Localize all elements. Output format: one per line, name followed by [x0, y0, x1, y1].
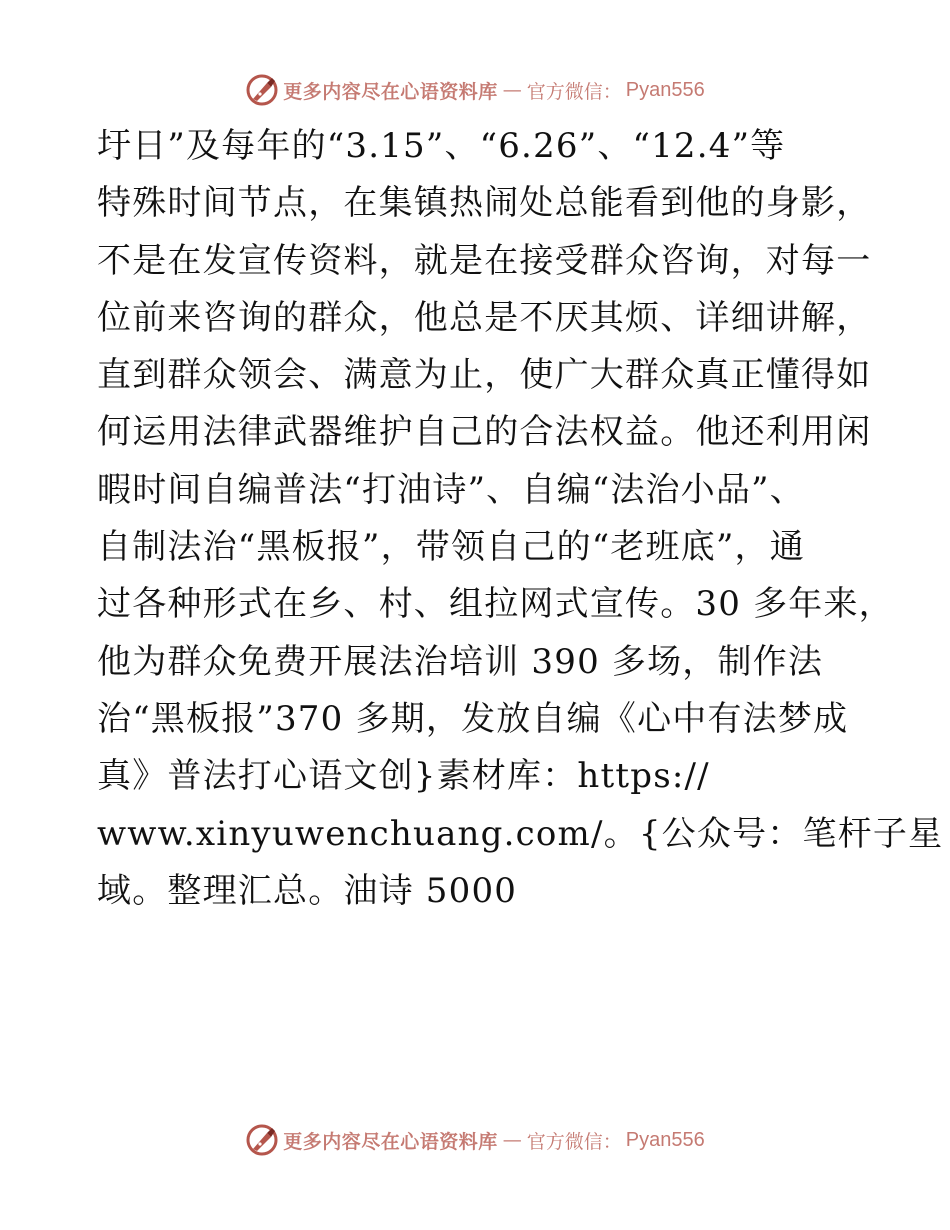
body-line-1: 圩日”及每年的“3.15”、“6.26”、“12.4”等	[97, 126, 786, 166]
header-brand: 更多内容尽在心语资料库	[283, 80, 498, 103]
document-body	[97, 118, 944, 920]
body-line-7: 暇时间自编普法“打油诗”、自编“法治小品”、	[97, 469, 805, 510]
body-line-5: 直到群众领会、满意为止，使广大群众真正懂得如	[97, 355, 872, 396]
footer-banner	[0, 1120, 950, 1160]
footer-separator: —	[502, 1129, 522, 1151]
pen-nib-icon	[245, 1123, 279, 1157]
body-line-13: www.xinyuwenchuang.com/。{公众号：笔杆子星	[97, 813, 944, 854]
body-line-12: 真》普法打心语文创}素材库：https://	[97, 756, 710, 797]
body-line-4: 位前来咨询的群众，他总是不厌其烦、详细讲解，	[97, 297, 872, 338]
body-line-3: 不是在发宣传资料，就是在接受群众咨询，对每一	[97, 240, 872, 281]
pen-nib-icon	[245, 73, 279, 107]
body-line-14: 域。整理汇总。油诗 5000	[97, 870, 518, 911]
header-banner	[0, 70, 950, 110]
footer-wechat-label: 官方微信：	[526, 1130, 622, 1153]
header-wechat-label: 官方微信：	[526, 80, 622, 103]
body-line-6: 何运用法律武器维护自己的合法权益。他还利用闲	[97, 412, 872, 453]
body-line-8: 自制法治“黑板报”，带领自己的“老班底”，通	[97, 527, 805, 568]
footer-brand: 更多内容尽在心语资料库	[283, 1130, 498, 1153]
body-line-2: 特殊时间节点，在集镇热闹处总能看到他的身影，	[97, 183, 872, 224]
header-separator: —	[502, 79, 522, 101]
body-line-11: 治“黑板报”370 多期，发放自编《心中有法梦成	[97, 698, 849, 739]
footer-wechat-id: Pyan556	[625, 1128, 705, 1151]
body-line-10: 他为群众免费开展法治培训 390 多场，制作法	[97, 641, 824, 682]
header-wechat-id: Pyan556	[625, 78, 705, 101]
body-line-9: 过各种形式在乡、村、组拉网式宣传。30 多年来，	[97, 584, 894, 625]
